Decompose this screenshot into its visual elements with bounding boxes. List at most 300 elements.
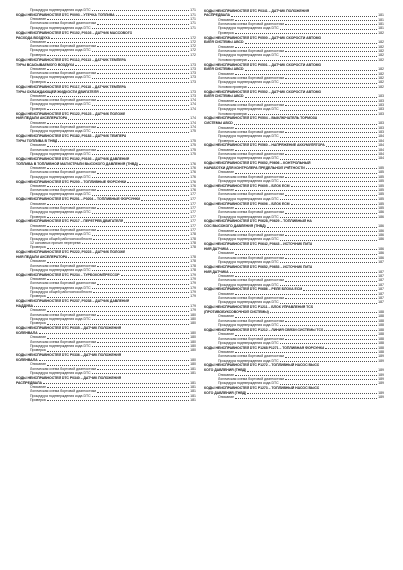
toc-page-number: 179 xyxy=(190,285,196,290)
toc-entry-title: Процедура подтверждения кода DTC xyxy=(218,340,279,345)
toc-leader-dots xyxy=(235,294,377,295)
toc-leader-dots xyxy=(47,96,189,97)
toc-page-number: 177 xyxy=(190,197,196,202)
toc-heading xyxy=(16,250,196,254)
toc-entry-title: Логическая схема бортовой диагностики xyxy=(218,210,285,215)
toc-entry xyxy=(204,395,384,399)
toc-page-number: 180 xyxy=(190,331,196,336)
toc-page-number: 187 xyxy=(378,291,384,296)
toc-leader-dots xyxy=(324,330,377,331)
toc-leader-dots xyxy=(235,276,377,277)
toc-entry-title: Процедура подтверждения кода DTC xyxy=(30,174,91,179)
toc-leader-dots xyxy=(92,319,189,320)
toc-page-number: 178 xyxy=(190,232,196,237)
toc-page-number: 179 xyxy=(190,294,196,299)
toc-page-number: 171 xyxy=(190,21,196,26)
toc-page-number: 186 xyxy=(378,224,384,229)
toc-leader-dots xyxy=(47,248,189,249)
toc-entry-title: КОДЫ НЕИСПРАВНОСТЕЙ DTC P1268 P1271 – ТОПЛИВНАЯ ФОРСУНКА xyxy=(204,345,325,350)
toc-page-number: 189 xyxy=(378,354,384,359)
toc-entry xyxy=(204,197,384,201)
toc-entry-title: Логическая схема бортовой диагностики xyxy=(218,336,285,341)
toc-page-number: 175 xyxy=(190,129,196,134)
toc-entry-title: КОДЫ НЕИСПРАВНОСТЕЙ DTC P0335 – ДАТЧИК ПОЛОЖЕНИЯ xyxy=(16,326,122,331)
toc-leader-dots xyxy=(116,15,190,16)
toc-entry-title: Проверка xyxy=(30,397,46,402)
toc-entry xyxy=(204,237,384,241)
toc-page-number: 185 xyxy=(378,196,384,201)
toc-leader-dots xyxy=(285,195,377,196)
toc-entry xyxy=(16,215,196,219)
toc-page-number: 177 xyxy=(190,214,196,219)
toc-entry-title: Процедура подтверждения кода DTC xyxy=(30,25,91,30)
toc-heading xyxy=(204,116,384,120)
toc-leader-dots xyxy=(247,393,377,394)
toc-leader-dots xyxy=(280,325,377,326)
toc-leader-dots xyxy=(97,392,189,393)
toc-page-number: 174 xyxy=(190,116,196,121)
toc-heading xyxy=(204,219,384,223)
toc-page-number: 176 xyxy=(190,188,196,193)
toc-page-number: 172 xyxy=(190,52,196,57)
toc-leader-dots xyxy=(280,199,377,200)
toc-heading xyxy=(204,63,384,67)
toc-page-number: 184 xyxy=(378,143,384,148)
toc-entry-title: СОС ВЫСОКОГО ДАВЛЕНИЯ (ТНВД) xyxy=(204,224,266,229)
toc-entry xyxy=(204,179,384,183)
toc-page-number: 189 xyxy=(378,395,384,400)
toc-page-number: 188 xyxy=(378,350,384,354)
toc-entry-title: Описание xyxy=(218,273,235,278)
toc-page-number: 185 xyxy=(378,201,384,206)
toc-entry-title: Условия проверки xyxy=(218,57,248,62)
toc-entry-title: Логическая схема бортовой диагностики xyxy=(30,170,97,175)
toc-page-number: 176 xyxy=(190,179,196,184)
toc-leader-dots xyxy=(235,398,377,399)
toc-entry-title: Процедура подтверждения кода DTC xyxy=(218,214,279,219)
toc-page-number: 186 xyxy=(378,247,384,252)
toc-entry-title: Процедура подтверждения кода DTC xyxy=(218,134,279,139)
toc-entry-title: Описание xyxy=(218,332,235,337)
toc-leader-dots xyxy=(285,281,377,282)
toc-entry-title: Процедура подтверждения кода DTC xyxy=(30,393,91,398)
toc-leader-dots xyxy=(326,146,377,147)
toc-leader-dots xyxy=(92,235,189,236)
toc-leader-dots xyxy=(291,186,378,187)
toc-entry-title: ТОПЛИВА В ТОПЛИВНОЙ МАГИСТРАЛИ ВЫСОКОГО ДАВЛЕНИЯ (ТНВД) xyxy=(16,161,138,166)
toc-page-number: 183 xyxy=(378,121,384,126)
toc-leader-dots xyxy=(291,204,378,205)
toc-leader-dots xyxy=(280,303,377,304)
toc-entry-title: Процедура подтверждения кода DTC xyxy=(218,381,279,386)
toc-page-number: 188 xyxy=(378,332,384,337)
toc-page-number: 178 xyxy=(190,245,196,250)
toc-page-number: 188 xyxy=(378,323,384,328)
toc-heading xyxy=(204,36,384,40)
toc-page-number: 188 xyxy=(378,310,384,315)
toc-leader-dots xyxy=(245,70,378,71)
toc-entry-title: Логическая схема бортовой диагностики xyxy=(218,296,285,301)
toc-entry-title: Описание xyxy=(218,44,235,49)
toc-page-number: 180 xyxy=(190,348,196,353)
toc-page-number: 187 xyxy=(378,269,384,274)
toc-leader-dots xyxy=(235,335,377,336)
toc-page-number: 183 xyxy=(378,107,384,112)
toc-entry-title: Процедура подтверждения кода DTC xyxy=(218,53,279,58)
toc-leader-dots xyxy=(47,262,189,263)
toc-entry-title: КОДЫ НЕИСПРАВНОСТЕЙ DTC P0686 – РЕЛЕ БЛОКА ECM xyxy=(204,287,303,292)
toc-entry-title: НАРАБОТКИ ДЛЯ КОНТРОЛЕРА ПРЕДЕЛЬНОЙ УЧЁТНОСТИ xyxy=(204,166,305,171)
toc-page-number: 184 xyxy=(378,152,384,157)
toc-entry-title: Процедура подтверждения кода DTC xyxy=(218,259,279,264)
toc-leader-dots xyxy=(47,146,189,147)
toc-leader-dots xyxy=(285,258,377,259)
toc-entry xyxy=(204,31,384,35)
toc-page-number: 176 xyxy=(190,174,196,179)
toc-page-number: 185 xyxy=(378,188,384,193)
toc-page-number: 180 xyxy=(190,316,196,321)
toc-page-number: 187 xyxy=(378,282,384,287)
toc-page-number: 173 xyxy=(190,79,196,84)
toc-leader-dots xyxy=(280,137,377,138)
toc-entry-title: КОДЫ НЕИСПРАВНОСТЕЙ DTC P0182, P0183 – ДАТЧИК ТЕМПЕРА xyxy=(16,134,127,139)
toc-entry-title: Проверка xyxy=(218,30,234,35)
toc-leader-dots xyxy=(285,298,377,299)
toc-page-number: 184 xyxy=(378,138,384,143)
toc-entry-title: Процедура подтверждения кода DTC xyxy=(218,107,279,112)
toc-entry xyxy=(204,139,384,143)
toc-entry-title: Логическая схема бортовой диагностики xyxy=(30,147,97,152)
toc-entry-title: КОДЫ НЕИСПРАВНОСТЕЙ DTC P0192, P0193 – ДАТЧИК ДАВЛЕНИЯ xyxy=(16,156,130,161)
toc-entry-title: Проверка xyxy=(30,214,46,219)
toc-entry-title: НИЯ ПЕДАЛИ АКСЕЛЕРАТОРА xyxy=(16,255,68,260)
toc-entry-title: Описание xyxy=(30,93,47,98)
toc-entry-title: КОДЫ НЕИСПРАВНОСТЕЙ DTC P1211 – БЛОК УПРАВЛЕНИЯ TCS xyxy=(204,305,314,310)
toc-leader-dots xyxy=(248,114,377,115)
toc-page-number: 180 xyxy=(190,343,196,348)
toc-leader-dots xyxy=(47,19,189,20)
toc-leader-dots xyxy=(47,324,189,325)
toc-page-number: 177 xyxy=(190,210,196,215)
toc-entry-title: Описание xyxy=(30,166,47,171)
toc-entry-title: КОДЫ НЕИСПРАВНОСТЕЙ DTC P0501 – ДАТЧИК СКОРОСТИ АВТОМО xyxy=(204,62,322,67)
toc-entry-title: Логическая схема бортовой диагностики xyxy=(218,318,285,323)
toc-page-number: 183 xyxy=(378,111,384,116)
toc-entry-title: Процедура подтверждения кода DTC xyxy=(218,282,279,287)
toc-entry xyxy=(204,215,384,219)
toc-leader-dots xyxy=(92,396,189,397)
toc-entry-title: Описание xyxy=(30,308,47,313)
toc-entry-title: КОДЫ НЕИСПРАВНОСТЕЙ DTC P1272 – ТОПЛИВНЫЙ НАСОС ВЫСО xyxy=(204,363,320,368)
toc-leader-dots xyxy=(47,204,189,205)
toc-leader-dots xyxy=(68,257,189,258)
toc-page-number: 186 xyxy=(378,232,384,237)
toc-entry xyxy=(16,26,196,30)
toc-heading xyxy=(16,353,196,357)
toc-leader-dots xyxy=(92,51,189,52)
toc-page-number: 188 xyxy=(378,336,384,341)
toc-leader-dots xyxy=(235,74,377,75)
toc-leader-dots xyxy=(325,348,377,349)
toc-leader-dots xyxy=(247,371,377,372)
toc-entry-title: БИЛЯ СИСТЕМЫ ABCD xyxy=(204,94,244,99)
toc-entry-title: Описание xyxy=(218,98,235,103)
toc-entry xyxy=(204,156,384,160)
toc-page-number: 177 xyxy=(190,228,196,233)
toc-entry xyxy=(204,85,384,89)
toc-leader-dots xyxy=(235,141,377,142)
toc-leader-dots xyxy=(92,213,189,214)
toc-entry-title: Проверка xyxy=(30,106,46,111)
toc-leader-dots xyxy=(235,317,377,318)
toc-entry-title: Логическая схема бортовой диагностики xyxy=(30,228,97,233)
toc-page-number: 184 xyxy=(378,134,384,139)
toc-entry-title: Описание xyxy=(30,17,47,22)
toc-page-number: 187 xyxy=(378,259,384,264)
toc-entry-title: Процедура подтверждения кода DTC xyxy=(30,210,91,215)
toc-leader-dots xyxy=(235,150,377,151)
toc-leader-dots xyxy=(100,92,190,93)
toc-leader-dots xyxy=(47,123,189,124)
toc-entry-title: КОДЫ НЕИСПРАВНОСТЕЙ DTC P0642, P0643 – ИСТОЧНИК ПИТА xyxy=(204,242,313,247)
toc-entry-title: Описание xyxy=(218,170,235,175)
toc-entry-title: Логическая схема бортовой диагностики xyxy=(30,21,97,26)
toc-page-number: 172 xyxy=(190,35,196,40)
toc-page-number: 181 xyxy=(378,22,384,27)
toc-page-number: 185 xyxy=(378,170,384,175)
toc-page-number: 174 xyxy=(190,102,196,107)
toc-page-number: 177 xyxy=(190,201,196,206)
toc-leader-dots xyxy=(92,105,189,106)
toc-heading xyxy=(204,9,384,13)
toc-leader-dots xyxy=(47,311,189,312)
toc-leader-dots xyxy=(280,361,377,362)
toc-page-number: 179 xyxy=(190,308,196,313)
toc-entry-title: КОДЫ НЕИСПРАВНОСТЕЙ DTC P0502 – ДАТЧИК СКОРОСТИ АВТОМО xyxy=(204,89,322,94)
toc-leader-dots xyxy=(47,109,189,110)
toc-page-number: 185 xyxy=(378,205,384,210)
toc-leader-dots xyxy=(92,177,189,178)
toc-leader-dots xyxy=(97,266,189,267)
toc-leader-dots xyxy=(47,400,189,401)
toc-leader-dots xyxy=(97,208,189,209)
toc-leader-dots xyxy=(97,230,189,231)
toc-leader-dots xyxy=(47,297,189,298)
toc-entry-title: Логическая схема бортовой диагностики xyxy=(218,49,285,54)
toc-heading xyxy=(204,161,384,165)
toc-entry-title: Описание xyxy=(30,183,47,188)
toc-leader-dots xyxy=(235,254,377,255)
toc-leader-dots xyxy=(92,28,189,29)
toc-leader-dots xyxy=(47,42,189,43)
toc-entry xyxy=(204,112,384,116)
toc-page-number: 181 xyxy=(190,384,196,389)
toc-leader-dots xyxy=(235,190,377,191)
toc-entry-title: Условия проверки xyxy=(218,111,248,116)
toc-entry-title: Процедура подтверждения кода DTC xyxy=(30,343,91,348)
toc-leader-dots xyxy=(97,127,189,128)
toc-leader-dots xyxy=(47,186,189,187)
toc-entry-title: КОДЫ НЕИСПРАВНОСТЕЙ DTC P1212 – ЛИНИЯ СВЯЗИ СИСТЕМЫ TCS xyxy=(204,327,324,332)
toc-page-number: 175 xyxy=(190,152,196,157)
toc-page-number: 184 xyxy=(378,156,384,161)
toc-leader-dots xyxy=(97,173,189,174)
toc-entry-title: Процедура подтверждения кода DTC xyxy=(30,129,91,134)
toc-entry-title: Логическая схема бортовой диагностики xyxy=(218,102,285,107)
toc-page-number: 175 xyxy=(190,147,196,152)
toc-leader-dots xyxy=(34,306,189,307)
toc-entry-title: Логическая схема бортовой диагностики xyxy=(218,152,285,157)
toc-entry-title: КОДЫ НЕИСПРАВНОСТЕЙ DTC P0200 – ТОПЛИВНЫЕ ФОРСУНКИ xyxy=(16,179,127,184)
toc-leader-dots xyxy=(47,82,189,83)
toc-leader-dots xyxy=(97,284,189,285)
toc-entry-title: ТУРЫ ВСАСЫВАЕМОГО ВОЗДУХА xyxy=(16,62,75,67)
toc-entry xyxy=(16,175,196,179)
toc-entry-title: Процедура подтверждения кода DTC xyxy=(30,192,91,197)
toc-column-right xyxy=(204,8,384,400)
toc-entry-title: КОДЫ НЕИСПРАВНОСТЕЙ DTC P0560 – НАПРЯЖЕНИЕ АККУМУЛЯТОРА xyxy=(204,143,325,148)
toc-page-number: 188 xyxy=(378,327,384,332)
toc-page-number: 176 xyxy=(190,170,196,175)
toc-entry-title: Логическая схема бортовой диагностики xyxy=(30,281,97,286)
toc-entry-title: Логическая схема бортовой диагностики xyxy=(218,174,285,179)
toc-leader-dots xyxy=(47,226,189,227)
toc-page-number: 179 xyxy=(190,272,196,277)
toc-leader-dots xyxy=(280,159,377,160)
toc-entry-title: Проверка xyxy=(30,79,46,84)
toc-entry xyxy=(204,341,384,345)
toc-page-number: 178 xyxy=(190,236,196,241)
toc-page-number: 183 xyxy=(378,98,384,103)
toc-entry-title: КОДЫ НЕИСПРАВНОСТЕЙ DTC P0237, P0238 – ДАТЧИК ДАВЛЕНИЯ xyxy=(16,299,130,304)
toc-entry xyxy=(16,53,196,57)
toc-page-number: 177 xyxy=(190,205,196,210)
toc-leader-dots xyxy=(97,369,189,370)
toc-page-number: 178 xyxy=(190,267,196,272)
toc-leader-dots xyxy=(285,213,377,214)
toc-entry-title: Процедура общей работоспособности xyxy=(30,289,93,294)
toc-page-number: 182 xyxy=(378,80,384,85)
toc-entry xyxy=(16,398,196,402)
toc-leader-dots xyxy=(47,217,189,218)
toc-page-number: 178 xyxy=(190,240,196,245)
toc-entry-title: Проверка xyxy=(30,294,46,299)
toc-page-number: 178 xyxy=(190,263,196,268)
toc-entry-title: Описание xyxy=(30,277,47,282)
toc-heading xyxy=(16,376,196,380)
toc-leader-dots xyxy=(47,338,189,339)
toc-page-number: 186 xyxy=(378,255,384,260)
toc-page-number: 175 xyxy=(190,139,196,144)
toc-leader-dots xyxy=(285,132,377,133)
toc-entry-title: КОДЫ НЕИСПРАВНОСТЕЙ DTC P0217 – ПЕРЕГРЕВ ДВИГАТЕЛЯ xyxy=(16,219,124,224)
toc-entry-title: Проверка xyxy=(30,245,46,250)
toc-leader-dots xyxy=(280,217,377,218)
toc-entry xyxy=(16,245,196,249)
toc-entry-title: КОДЫ НЕИСПРАВНОСТЕЙ DTC P0201 – P0204 – ТОПЛИВНЫЕ ФОРСУНКИ xyxy=(16,197,140,202)
toc-page-number: 179 xyxy=(190,289,196,294)
toc-leader-dots xyxy=(306,168,377,169)
toc-entry-title: КОДЫ НЕИСПРАВНОСТЕЙ DTC P0628, P0629 – ТОПЛИВНЫЙ НА xyxy=(204,219,312,224)
toc-leader-dots xyxy=(97,315,189,316)
toc-leader-dots xyxy=(280,181,377,182)
toc-leader-dots xyxy=(97,24,189,25)
toc-entry-title: БИЛЯ СИСТЕМЫ ABCD xyxy=(204,67,244,72)
toc-leader-dots xyxy=(92,132,189,133)
toc-entry-title: Процедура подтверждения кода DTC xyxy=(30,370,91,375)
toc-page-number: 173 xyxy=(190,75,196,80)
toc-page-number: 182 xyxy=(378,30,384,35)
toc-entry-title: Описание xyxy=(218,228,235,233)
toc-leader-dots xyxy=(235,47,377,48)
toc-entry xyxy=(16,80,196,84)
toc-page-number: 181 xyxy=(190,389,196,394)
toc-entry-title: НИЯ ДАТЧИКА xyxy=(204,269,229,274)
toc-entry-title: Описание xyxy=(218,291,235,296)
toc-entry-title: Описание xyxy=(218,188,235,193)
toc-leader-dots xyxy=(235,101,377,102)
toc-leader-dots xyxy=(280,83,377,84)
toc-page-number: 182 xyxy=(378,49,384,54)
toc-heading xyxy=(16,31,196,35)
toc-leader-dots xyxy=(47,69,189,70)
toc-page-number: 182 xyxy=(378,84,384,89)
toc-heading xyxy=(16,134,196,138)
toc-entry-title: Описание xyxy=(218,251,235,256)
toc-leader-dots xyxy=(245,43,378,44)
toc-leader-dots xyxy=(39,333,190,334)
toc-heading xyxy=(16,112,196,116)
toc-entry xyxy=(16,321,196,325)
toc-page-number: 189 xyxy=(378,376,384,381)
toc-heading xyxy=(16,58,196,62)
toc-page-number: 172 xyxy=(190,39,196,44)
toc-entry-title: ТУРЫ ТОПЛИВА В ТНВД xyxy=(16,139,58,144)
toc-page-number: 180 xyxy=(190,339,196,344)
toc-entry-title: КОДЫ НЕИСПРАВНОСТЕЙ DTC P0112, P0113 – ДАТЧИК ТЕМПЕРА xyxy=(16,57,126,62)
toc-entry-title: Логическая схема бортовой диагностики xyxy=(30,44,97,49)
toc-page-number: 182 xyxy=(378,53,384,58)
toc-entry-title: Логическая схема бортовой диагностики xyxy=(30,98,97,103)
toc-leader-dots xyxy=(280,285,377,286)
toc-page-number: 172 xyxy=(190,44,196,49)
toc-heading xyxy=(204,305,384,309)
toc-entry-title: СИСТЕМЫ ABCD xyxy=(204,121,233,126)
toc-entry-title: Описание xyxy=(218,395,235,400)
toc-leader-dots xyxy=(51,38,189,39)
toc-page-number: 181 xyxy=(190,370,196,375)
toc-leader-dots xyxy=(235,173,377,174)
toc-entry xyxy=(16,8,196,12)
toc-entry-title: НАДДУВА xyxy=(16,304,33,309)
toc-page-number: 180 xyxy=(190,312,196,317)
toc-page-number: 171 xyxy=(190,17,196,22)
toc-leader-dots xyxy=(285,51,377,52)
toc-leader-dots xyxy=(280,56,377,57)
toc-page-number: 179 xyxy=(190,304,196,309)
toc-page-number: 189 xyxy=(378,372,384,377)
toc-entry-title: Процедура подтверждения кода DTC xyxy=(218,300,279,305)
toc-page-number: 182 xyxy=(378,71,384,76)
toc-page-number: 181 xyxy=(378,17,384,22)
toc-leader-dots xyxy=(285,105,377,106)
toc-page-number: 187 xyxy=(378,287,384,292)
toc-leader-dots xyxy=(139,164,189,165)
toc-page-number: 174 xyxy=(190,98,196,103)
toc-page-number: 174 xyxy=(190,106,196,111)
toc-entry-title: КОДЫ НЕИСПРАВНОСТЕЙ DTC P0341 – ДАТЧИК ПОЛОЖЕНИЯ xyxy=(204,8,310,13)
toc-page-number: 186 xyxy=(378,251,384,256)
